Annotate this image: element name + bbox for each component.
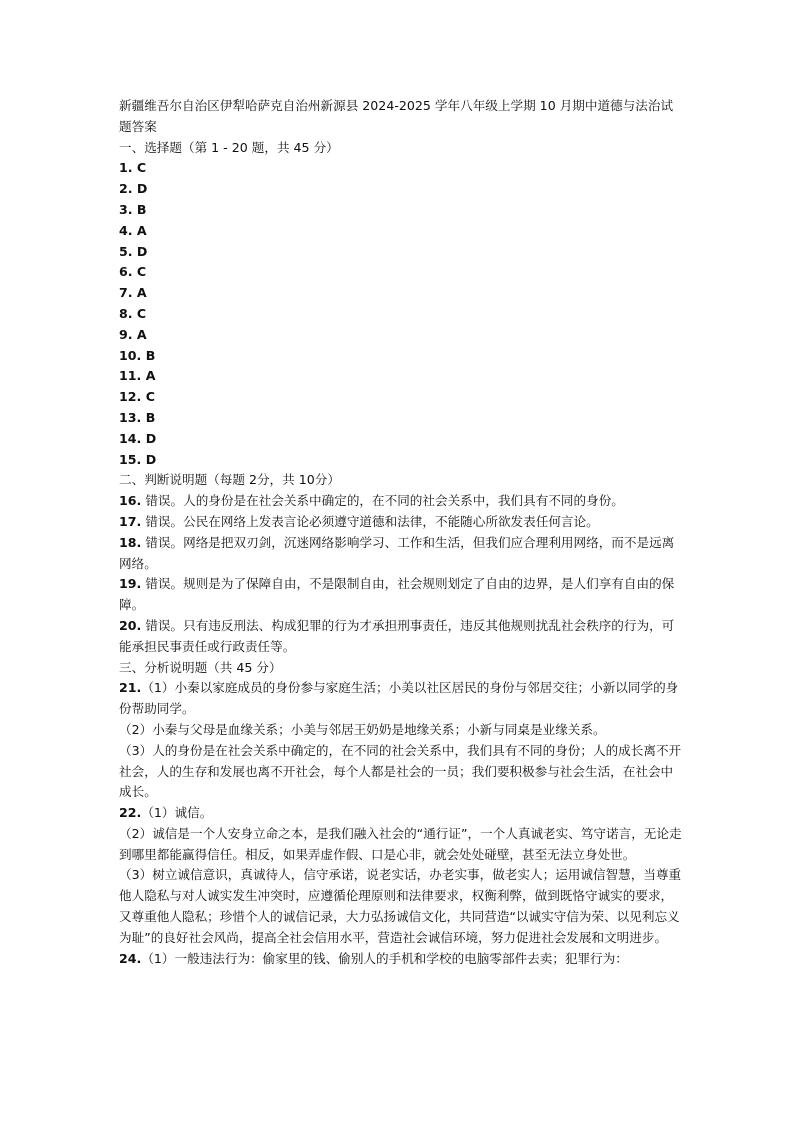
section-heading-choice: 一、选择题（第 1 - 20 题，共 45 分） bbox=[119, 139, 339, 155]
section-heading-analysis: 三、分析说明题（共 45 分） bbox=[119, 659, 282, 675]
answer-text: 错误。只有违反刑法、构成犯罪的行为才承担刑事责任，违反其他规则扰乱社会秩序的行为，可能承担民事责任或行政责任等。 bbox=[119, 617, 675, 654]
answer-text: 错误。网络是把双刃剑，沉迷网络影响学习、工作和生活，但我们应合理利用网络，而不是远离网络。 bbox=[119, 534, 675, 571]
q21-part3: （3）人的身份是在社会关系中确定的，在不同的社会关系中，我们具有不同的身份；人的成长离不开社会，人的生存和发展也离不开社会，每个人都是社会的一员；我们要积极参与社会生活，在社会中成长。 bbox=[119, 742, 682, 800]
mc-answer: 8. C bbox=[119, 305, 147, 321]
mc-answer: 4. A bbox=[119, 222, 147, 238]
question-number: 24. bbox=[119, 950, 142, 966]
answer-text: 错误。规则是为了保障自由，不是限制自由，社会规则划定了自由的边界，是人们享有自由的保障。 bbox=[119, 576, 675, 613]
section-heading-judgement: 二、判断说明题（每题 2分，共 10分） bbox=[119, 472, 340, 488]
mc-answer: 3. B bbox=[119, 201, 147, 217]
mc-answer: 2. D bbox=[119, 181, 148, 197]
answer-text: （1）诚信。 bbox=[141, 805, 213, 821]
answer-text: 错误。人的身份是在社会关系中确定的，在不同的社会关系中，我们具有不同的身份。 bbox=[141, 493, 624, 509]
question-number: 16. bbox=[119, 493, 142, 509]
tf-answer bbox=[119, 491, 684, 512]
document-title: 新疆维吾尔自治区伊犁哈萨克自治州新源县 2024-2025 学年八年级上学期 10 月期中道德与法治试题答案 bbox=[119, 98, 674, 134]
question-number: 19. bbox=[119, 576, 142, 592]
q21-part2: （2）小秦与父母是血缘关系；小美与邻居王奶奶是地缘关系；小新与同桌是业缘关系。 bbox=[119, 721, 606, 737]
answer-text: （1）一般违法行为：偷家里的钱、偷别人的手机和学校的电脑零部件去卖；犯罪行为： bbox=[141, 950, 628, 966]
q22-part3: （3）树立诚信意识，真诚待人，信守承诺，说老实话，办老实事，做老实人；运用诚信智慧，当尊重他人隐私与对人诚实发生冲突时，应遵循伦理原则和法律要求，权衡利弊，做到既恪守诚实的要求，又尊重他人隐私；珍惜个人的诚信记录，大力弘扬诚信文化，共同营造“以诚实守信为荣、以见利忘义为耻”的良好社会风尚，提高全社会信用水平，营造社会诚信环境，努力促进社会发展和文明进步。 bbox=[119, 867, 682, 945]
mc-answer: 13. B bbox=[119, 409, 156, 425]
mc-answer: 7. A bbox=[119, 285, 147, 301]
answer-text: 错误。公民在网络上发表言论必须遵守道德和法律，不能随心所欲发表任何言论。 bbox=[141, 513, 599, 529]
q21-part1 bbox=[119, 678, 684, 720]
tf-answer bbox=[119, 616, 684, 658]
mc-answer: 9. A bbox=[119, 326, 147, 342]
mc-answer: 1. C bbox=[119, 160, 147, 176]
question-number: 21. bbox=[119, 680, 142, 696]
mc-answer: 10. B bbox=[119, 347, 156, 363]
tf-answer bbox=[119, 533, 684, 575]
mc-answer: 15. D bbox=[119, 451, 157, 467]
q22-part1 bbox=[119, 803, 684, 824]
q24-part1 bbox=[119, 949, 684, 970]
mc-answer: 14. D bbox=[119, 430, 157, 446]
mc-answer: 12. C bbox=[119, 389, 155, 405]
mc-answer: 6. C bbox=[119, 264, 147, 280]
mc-answer: 5. D bbox=[119, 243, 148, 259]
tf-answer bbox=[119, 574, 684, 616]
question-number: 20. bbox=[119, 617, 142, 633]
tf-answer bbox=[119, 512, 684, 533]
question-number: 18. bbox=[119, 534, 142, 550]
mc-answer: 11. A bbox=[119, 368, 156, 384]
answer-content bbox=[119, 96, 684, 969]
question-number: 17. bbox=[119, 513, 142, 529]
question-number: 22. bbox=[119, 805, 142, 821]
answer-text: （1）小秦以家庭成员的身份参与家庭生活；小美以社区居民的身份与邻居交往；小新以同学的身份帮助同学。 bbox=[119, 680, 679, 717]
q22-part2: （2）诚信是一个人安身立命之本，是我们融入社会的“通行证”，一个人真诚老实、笃守诺言，无论走到哪里都能赢得信任。相反，如果弄虚作假、口是心非，就会处处碰壁，甚至无法立身处世。 bbox=[119, 825, 682, 862]
